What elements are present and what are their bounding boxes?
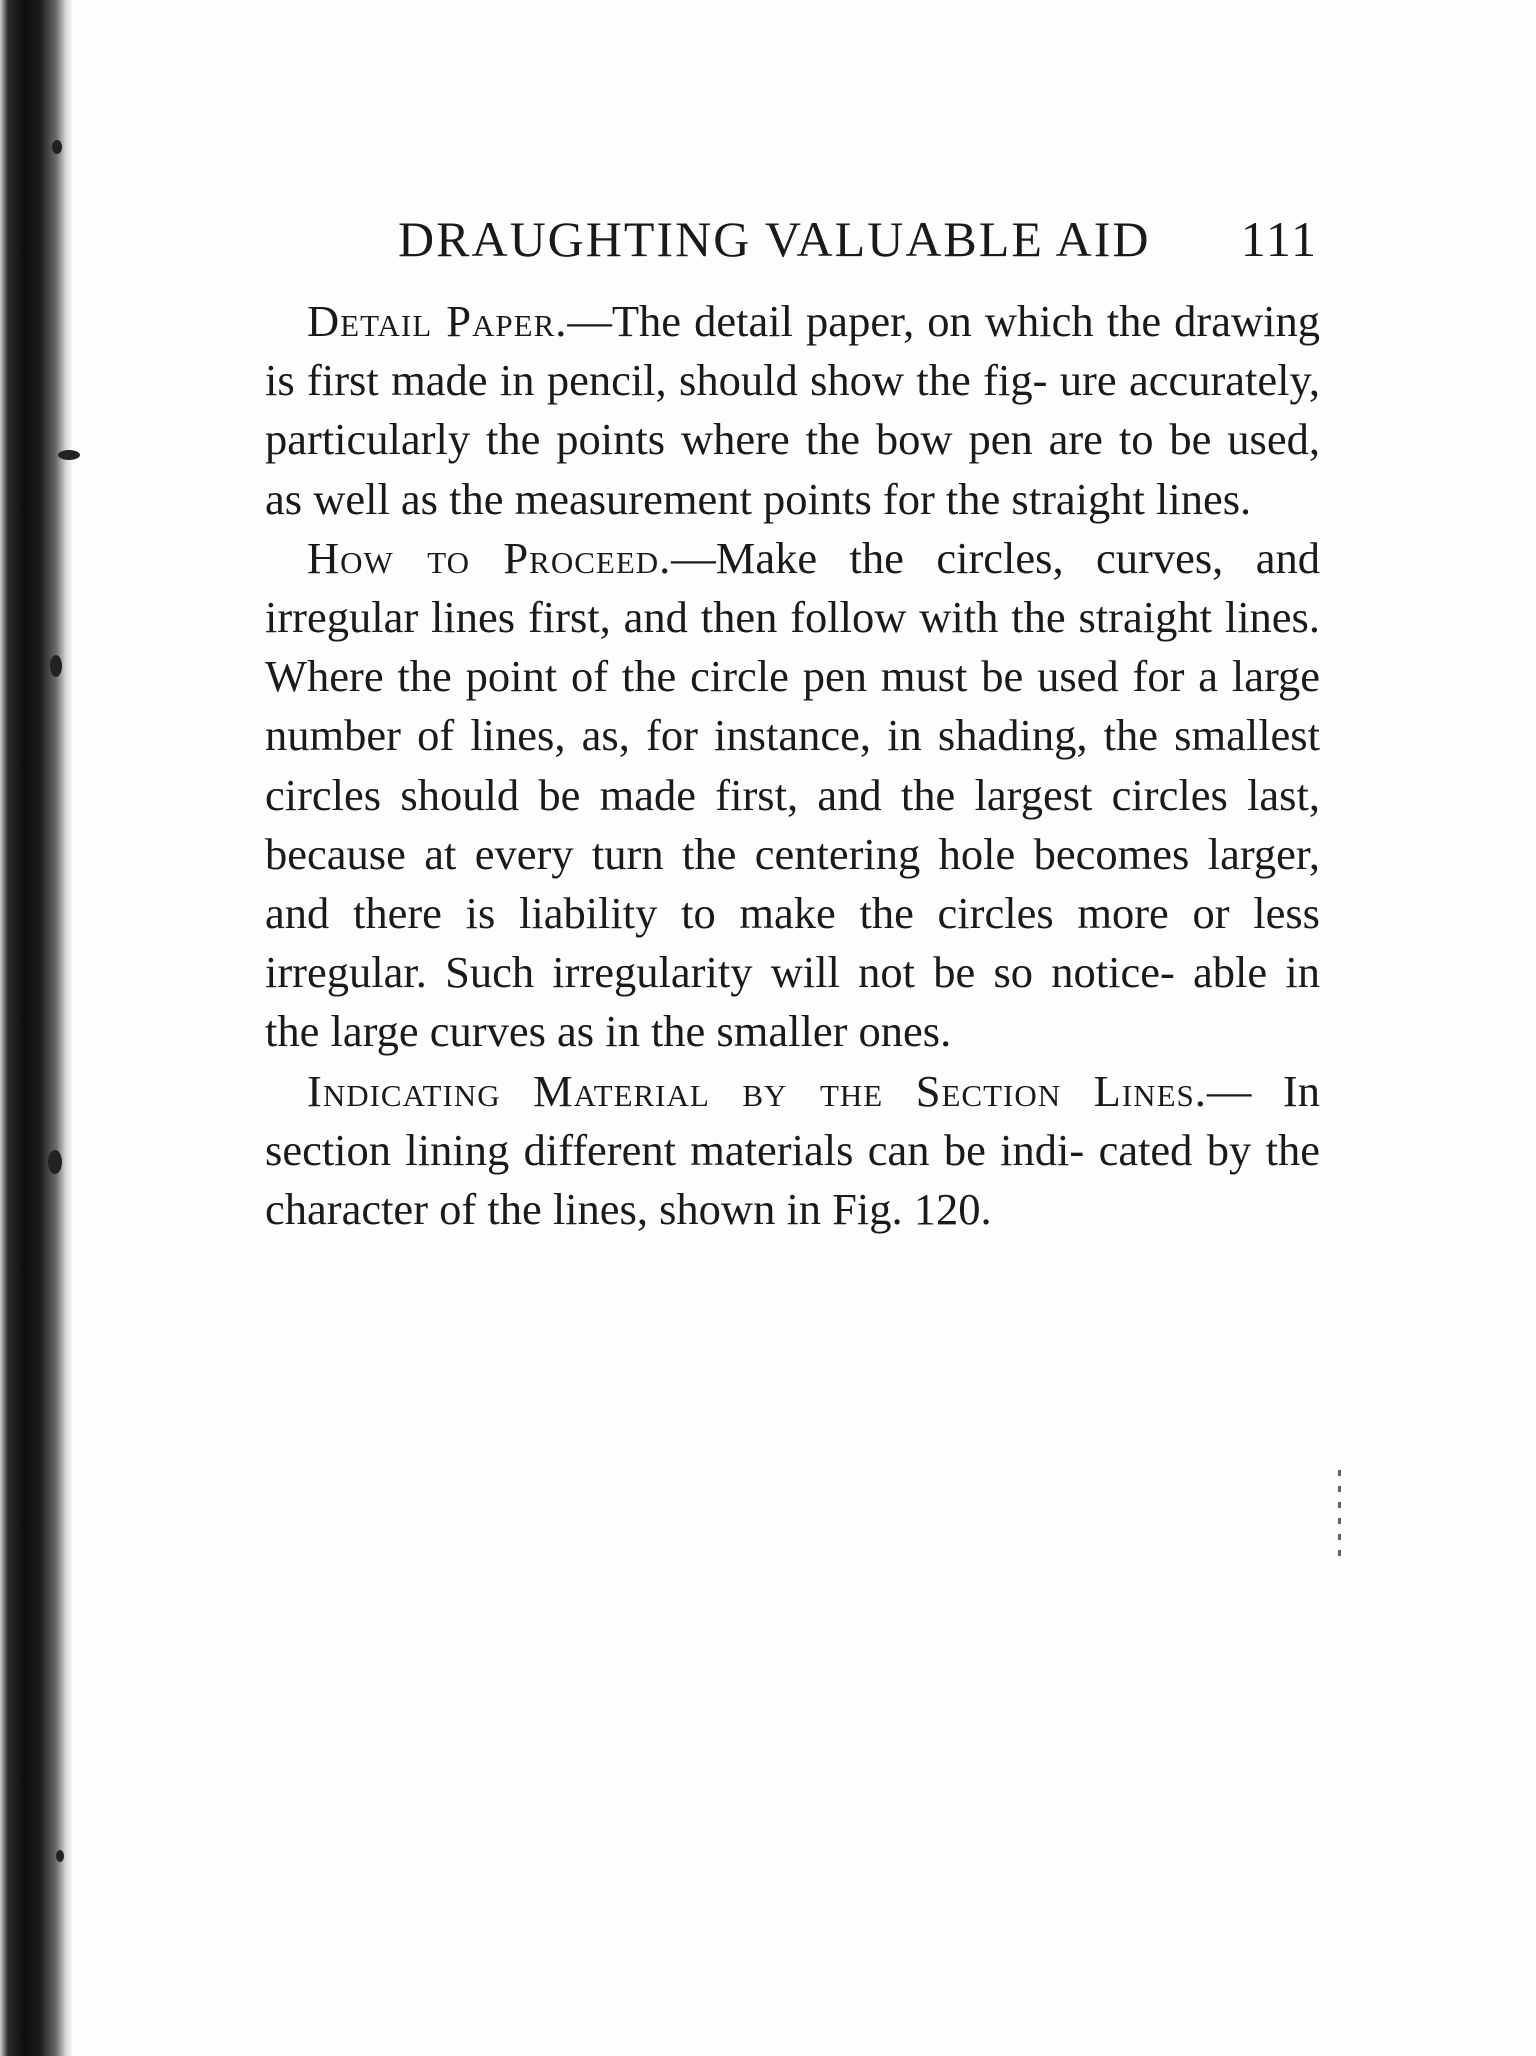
section-heading: How to Proceed. — [307, 532, 672, 583]
running-head — [398, 210, 1318, 280]
scan-speck — [50, 655, 62, 677]
paragraph-text: — In section lining different materials can be indi- cated by the character of the lines, shown in Fig. 120. — [265, 1065, 1320, 1235]
page-number: 111 — [1240, 211, 1318, 267]
paragraph-how-to-proceed — [265, 529, 1320, 1062]
scan-speck — [58, 450, 80, 460]
running-head-title: DRAUGHTING VALUABLE AID — [398, 211, 1151, 267]
scan-artifact — [1334, 1470, 1346, 1570]
section-heading: Detail Paper. — [307, 296, 568, 346]
paragraph-detail-paper — [265, 292, 1320, 529]
paragraph-indicating-material — [265, 1062, 1320, 1240]
body-text — [265, 292, 1320, 1239]
paragraph-text: —Make the circles, curves, and irregular lines first, and then follow with the straight lines. Where the point of the circle pen must be used for a large number of lines, as, for instance, in shading, the smallest circles should be made first, and the largest circles last, because at every turn the centering hole becomes larger, and there is liability to make the circles more or less irregular. Such irregularity will not be so notice- able in the large curves as in the smaller ones. — [265, 532, 1320, 1057]
scan-speck — [52, 140, 62, 154]
paragraph-text: —The detail paper, on which the drawing is first made in pencil, should show the fig- ure accurately, particularly the points where the bow pen are to be used, as well as the measurement points for the straight lines. — [265, 296, 1320, 524]
scan-speck — [48, 1150, 62, 1174]
section-heading: Indicating Material by the Section Lines. — [307, 1065, 1207, 1116]
scan-speck — [56, 1850, 64, 1862]
binding-edge — [0, 0, 72, 2056]
